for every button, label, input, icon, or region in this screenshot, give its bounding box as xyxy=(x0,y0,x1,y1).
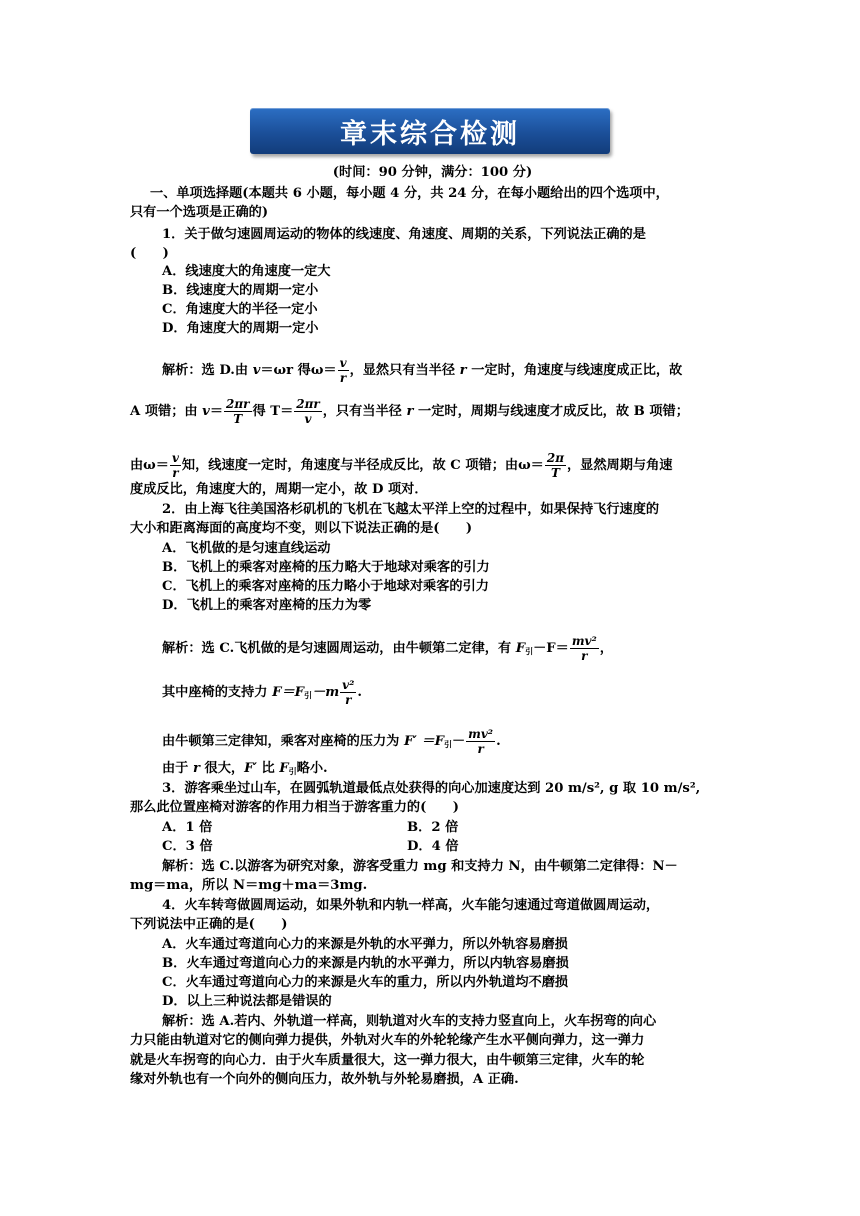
fraction-mv2-over-r: $\frac{\text{mv²}}{r}$ xyxy=(571,634,597,663)
q4-option-c: C．火车通过弯道向心力的来源是火车的重力，所以内外轨道均不磨损 xyxy=(162,975,569,990)
q4-option-d: D．以上三种说法都是错误的 xyxy=(162,994,332,1009)
fraction-v-over-r: $\frac{v}{r}$ xyxy=(339,356,347,385)
q2-option-c: C．飞机上的乘客对座椅的压力略小于地球对乘客的引力 xyxy=(162,579,489,594)
chapter-banner xyxy=(250,108,610,154)
q2-stem-line1: 2．由上海飞往美国洛杉矶机的飞机在飞越太平洋上空的过程中，如果保持飞行速度的 xyxy=(162,502,660,517)
q2-option-b: B．飞机上的乘客对座椅的压力略大于地球对乘客的引力 xyxy=(162,560,490,575)
q4-solution-line1: 解析：选 A.若内、外轨道一样高，则轨道对火车的支持力竖直向上，火车拐弯的向心 xyxy=(162,1014,657,1029)
q3-option-b: B．2 倍 xyxy=(407,820,459,835)
q3-options-row1 xyxy=(162,819,767,837)
fraction-2pi-over-T: $\frac{2\pi}{T}$ xyxy=(546,451,564,480)
q1-option-d: D．角速度大的周期一定小 xyxy=(162,321,319,336)
q1-stem-line2: ( ) xyxy=(130,246,169,261)
q1-solution-line4: 度成反比，角速度大的，周期一定小，故 D 项对． xyxy=(130,482,428,497)
q3-option-c: C．3 倍 xyxy=(162,839,213,854)
q1-solution-line2: A 项错；由 v＝ $\frac{2\pi r}{T}$ 得 T＝ $\frac{2\pi r}{v}$ ，只有当半径 r 一定时，周期与线速度才成反比，故 B 项错； xyxy=(130,397,689,426)
time-note: (时间：90 分钟，满分：100 分) xyxy=(332,165,533,180)
q3-option-a: A．1 倍 xyxy=(162,820,213,835)
fraction-v2-over-r: $\frac{\text{v²}}{r}$ xyxy=(342,678,355,707)
q2-solution-line4: 由于 r 很大，F′ 比 $F_引$略小. xyxy=(162,761,328,776)
q3-solution-line2: mg＝ma，所以 N＝mg＋ma＝3mg. xyxy=(130,878,368,893)
q3-stem-line1: 3．游客乘坐过山车，在圆弧轨道最低点处获得的向心加速度达到 20 m/s², g 取 10 m/s², xyxy=(162,781,701,796)
q1-solution-line1: 解析：选 D.由 v＝ωr 得ω＝ $\frac{v}{r}$ ，显然只有当半径 r 一定时，角速度与线速度成正比，故 xyxy=(162,356,683,385)
q2-stem-line2: 大小和距离海面的高度均不变，则以下说法正确的是( ) xyxy=(130,521,473,536)
q2-solution-line3: 由牛顿第三定律知，乘客对座椅的压力为 $F' =F_引-$ $\frac{\text{mv²}}{r}$ . xyxy=(162,727,501,756)
section-heading-line1: 一、单项选择题(本题共 6 小题，每小题 4 分，共 24 分，在每小题给出的四个选项中， xyxy=(150,186,669,201)
q1-solution-line3: 由ω＝ $\frac{v}{r}$ 知，线速度一定时，角速度与半径成反比，故 C 项错；由ω＝ $\frac{2\pi}{T}$ ，显然周期与角速 xyxy=(130,451,673,480)
q3-option-d: D．4 倍 xyxy=(407,839,459,854)
q3-stem-line2: 那么此位置座椅对游客的作用力相当于游客重力的( ) xyxy=(130,800,459,815)
banner-title: 章末综合检测 xyxy=(340,118,520,150)
q4-stem-line2: 下列说法中正确的是( ) xyxy=(130,917,288,932)
q3-solution-line1: 解析：选 C.以游客为研究对象，游客受重力 mg 和支持力 N，由牛顿第二定律得：N－ xyxy=(162,859,678,874)
q1-option-c: C．角速度大的半径一定小 xyxy=(162,302,318,317)
fraction-2pir-over-T: $\frac{2\pi r}{T}$ xyxy=(226,397,250,426)
q2-option-d: D．飞机上的乘客对座椅的压力为零 xyxy=(162,598,372,613)
section-heading-line2: 只有一个选项是正确的) xyxy=(130,205,269,220)
q2-solution-line2: 其中座椅的支持力 $F=F_引-m$ $\frac{\text{v²}}{r}$ . xyxy=(162,678,362,707)
q1-option-b: B．线速度大的周期一定小 xyxy=(162,283,319,298)
q4-solution-line4: 缘对外轨也有一个向外的侧向压力，故外轨与外轮易磨损，A 正确. xyxy=(130,1072,519,1087)
q4-option-b: B．火车通过弯道向心力的来源是内轨的水平弹力，所以内轨容易磨损 xyxy=(162,956,569,971)
q4-stem-line1: 4．火车转弯做圆周运动，如果外轨和内轨一样高，火车能匀速通过弯道做圆周运动， xyxy=(162,898,660,913)
q4-solution-line3: 就是火车拐弯的向心力．由于火车质量很大，这一弹力很大，由牛顿第三定律，火车的轮 xyxy=(130,1053,645,1068)
q1-stem-line1: 1．关于做匀速圆周运动的物体的线速度、角速度、周期的关系，下列说法正确的是 xyxy=(162,227,646,242)
q2-option-a: A．飞机做的是匀速直线运动 xyxy=(162,541,331,556)
fraction-2pir-over-v: $\frac{2\pi r}{v}$ xyxy=(296,397,320,426)
q4-option-a: A．火车通过弯道向心力的来源是外轨的水平弹力，所以外轨容易磨损 xyxy=(162,937,568,952)
fraction-v-over-r-2: $\frac{v}{r}$ xyxy=(171,451,179,480)
q4-solution-line2: 力只能由轨道对它的侧向弹力提供，外轨对火车的外轮轮缘产生水平侧向弹力，这一弹力 xyxy=(130,1033,645,1048)
q1-option-a: A．线速度大的角速度一定大 xyxy=(162,264,331,279)
fraction-mv2-over-r-2: $\frac{\text{mv²}}{r}$ xyxy=(468,727,494,756)
q3-options-row2 xyxy=(162,838,767,856)
q2-solution-line1: 解析：选 C.飞机做的是匀速圆周运动，由牛顿第二定律，有 $F_引-F=$ $\frac{\text{mv²}}{r}$ ， xyxy=(162,634,613,663)
